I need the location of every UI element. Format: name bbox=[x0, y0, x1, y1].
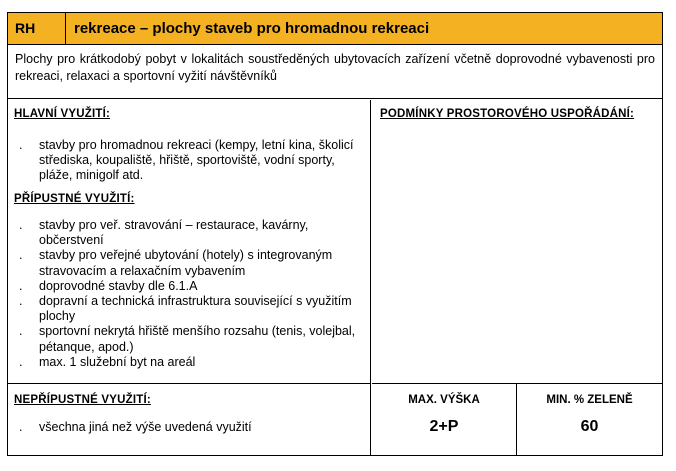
bullet-icon: . bbox=[19, 278, 23, 293]
bullet-icon: . bbox=[19, 354, 23, 369]
list-item-text: stavby pro veřejné ubytování (hotely) s integrovaným stravovacím a relaxačním vybavením bbox=[39, 248, 333, 278]
forbidden-use-list bbox=[14, 420, 359, 435]
list-item-text: doprovodné stavby dle 6.1.A bbox=[39, 278, 198, 293]
list-item-text: stavby pro veř. stravování – restaurace, kavárny, občerstvení bbox=[39, 218, 309, 248]
list-item-text: dopravní a technická infrastruktura související s využitím plochy bbox=[39, 294, 352, 324]
bullet-icon: . bbox=[19, 138, 23, 152]
bullet-icon: . bbox=[19, 420, 23, 434]
bullet-icon: . bbox=[19, 248, 23, 263]
spatial-column bbox=[372, 100, 662, 455]
spatial-conditions-heading: PODMÍNKY PROSTOROVÉHO USPOŘÁDÁNÍ: bbox=[380, 108, 635, 120]
main-use-heading: HLAVNÍ VYUŽITÍ: bbox=[14, 108, 111, 120]
list-item-text: stavby pro hromadnou rekreaci (kempy, letní kina, školicí střediska, koupaliště, hřiště, sportoviště, vodní sporty, pláže, minigolf atd. bbox=[39, 138, 354, 183]
list-item bbox=[14, 218, 359, 248]
permitted-use-list bbox=[14, 218, 359, 370]
list-item bbox=[14, 279, 359, 294]
max-height-label: MAX. VÝŠKA bbox=[408, 394, 480, 406]
forbidden-use-heading: NEPŘÍPUSTNÉ VYUŽITÍ: bbox=[14, 394, 151, 406]
list-item bbox=[14, 248, 359, 278]
zone-title: rekreace – plochy staveb pro hromadnou rekreaci bbox=[74, 20, 430, 37]
list-item bbox=[14, 420, 359, 435]
stats-row bbox=[372, 383, 662, 456]
bullet-icon: . bbox=[19, 294, 23, 309]
list-item-text: max. 1 služební byt na areál bbox=[39, 354, 196, 369]
bullet-icon: . bbox=[19, 324, 23, 339]
min-green-label: MIN. % ZELENĚ bbox=[546, 394, 633, 406]
list-item-text: všechna jiná než výše uvedená využití bbox=[39, 420, 252, 434]
min-green-value: 60 bbox=[580, 418, 599, 435]
max-height-cell bbox=[372, 384, 517, 456]
forbidden-use-section bbox=[8, 383, 370, 456]
list-item bbox=[14, 294, 359, 324]
zone-code: RH bbox=[8, 13, 66, 44]
table-header bbox=[8, 13, 662, 45]
min-green-cell bbox=[517, 384, 662, 456]
list-item bbox=[14, 324, 359, 354]
main-use-list bbox=[14, 138, 359, 184]
max-height-value: 2+P bbox=[429, 418, 459, 435]
usage-column bbox=[8, 100, 371, 455]
bullet-icon: . bbox=[19, 218, 23, 232]
list-item-text: sportovní nekrytá hřiště menšího rozsahu (tenis, volejbal, pétanque, apod.) bbox=[39, 324, 356, 354]
permitted-use-heading: PŘÍPUSTNÉ VYUŽITÍ: bbox=[14, 193, 135, 205]
list-item bbox=[14, 138, 359, 184]
list-item bbox=[14, 355, 359, 370]
regulation-table bbox=[7, 12, 663, 456]
zone-description: Plochy pro krátkodobý pobyt v lokalitách soustředěných ubytovacích zařízení včetně doprovodné vybavenosti pro rekreaci, relaxaci a sportovní vyžití návštěvníků bbox=[8, 45, 662, 99]
